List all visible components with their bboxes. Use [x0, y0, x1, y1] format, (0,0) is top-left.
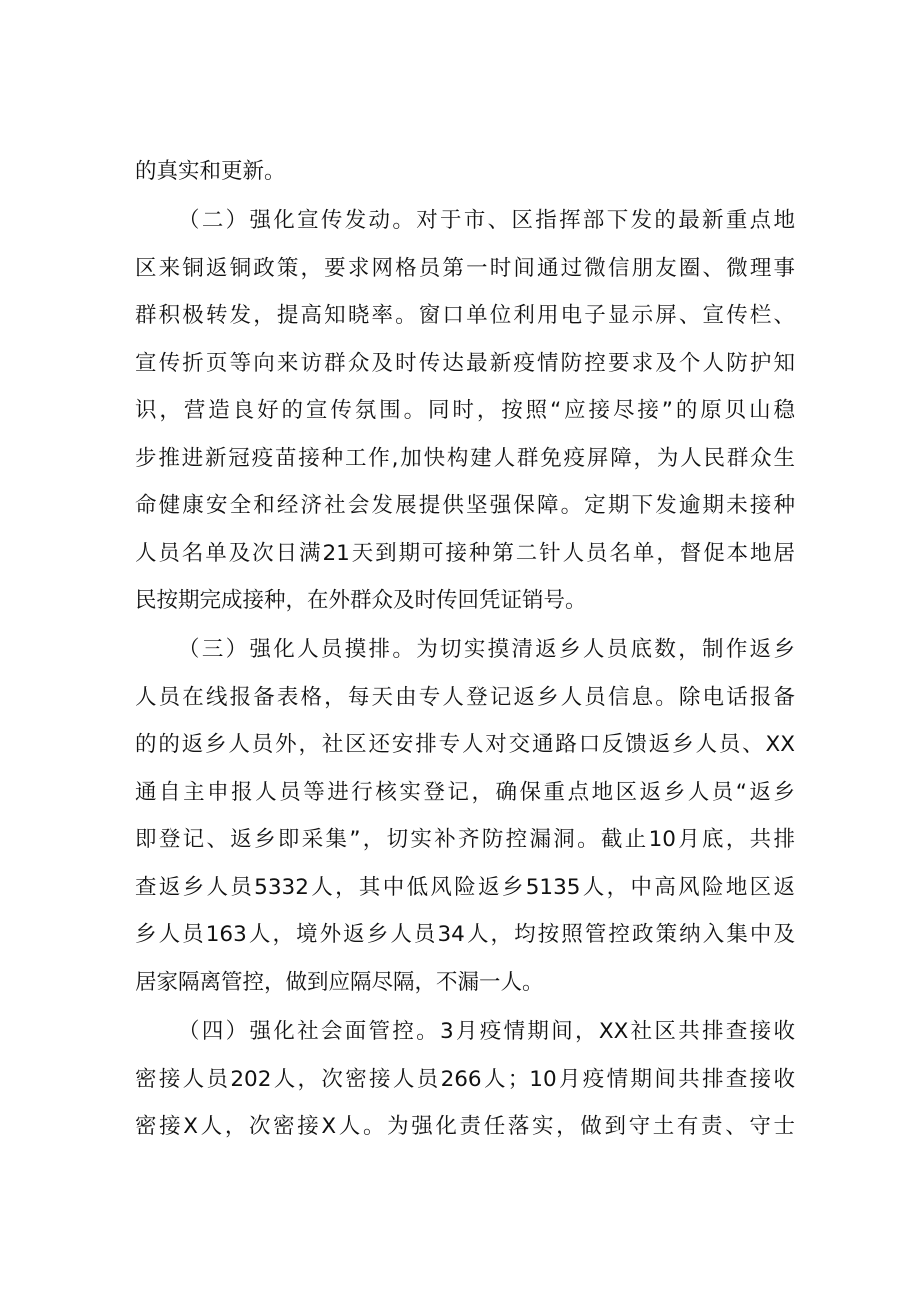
text-line: 居家隔离管控，做到应隔尽隔，不漏一人。: [135, 970, 544, 995]
text-line: 民按期完成接种，在外群众及时传回凭证销号。: [135, 588, 587, 613]
text-line: 步推进新冠疫苗接种工作,加快构建人群免疫屏障，为人民群众生: [135, 446, 795, 471]
paragraph-2-first-line: （二）强化宣传发动。对于市、区指挥部下发的最新重点地: [178, 208, 795, 233]
text-line: 群积极转发，提高知晓率。窗口单位利用电子显示屏、宣传栏、: [135, 303, 795, 328]
text-line: 区来铜返铜政策，要求网格员第一时间通过微信朋友圈、微理事: [135, 256, 795, 281]
text-line: 的的返乡人员外，社区还安排专人对交通路口反馈返乡人员、XX: [135, 732, 795, 757]
text-line: 人员名单及次日满21天到期可接种第二针人员名单，督促本地居: [135, 541, 795, 566]
text-line: 的真实和更新。: [135, 159, 286, 184]
text-line: 通自主申报人员等进行核实登记，确保重点地区返乡人员“返乡: [135, 780, 795, 805]
text-line: 乡人员163人，境外返乡人员34人，均按照管控政策纳入集中及: [135, 922, 795, 947]
paragraph-3-first-line: （三）强化人员摸排。为切实摸清返乡人员底数，制作返乡: [178, 637, 795, 662]
text-line: 即登记、返乡即采集”，切实补齐防控漏洞。截止10月底，共排: [135, 827, 795, 852]
text-line: 识，营造良好的宣传氛围。同时，按照“应接尽接”的原贝山稳: [135, 398, 795, 423]
text-line: 密接人员202人，次密接人员266人；10月疫情期间共排查接收: [135, 1067, 795, 1092]
text-line: 宣传折页等向来访群众及时传达最新疫情防控要求及个人防护知: [135, 351, 795, 376]
text-line: 人员在线报备表格，每天由专人登记返乡人员信息。除电话报备: [135, 685, 795, 710]
text-line: 查返乡人员5332人，其中低风险返乡5135人，中高风险地区返: [135, 875, 795, 900]
text-line: 命健康安全和经济社会发展提供坚强保障。定期下发逾期未接种: [135, 493, 795, 518]
paragraph-4-first-line: （四）强化社会面管控。3月疫情期间，XX社区共排查接收: [178, 1019, 795, 1044]
text-line: 密接X人，次密接X人。为强化责任落实，做到守土有责、守士: [135, 1114, 795, 1139]
